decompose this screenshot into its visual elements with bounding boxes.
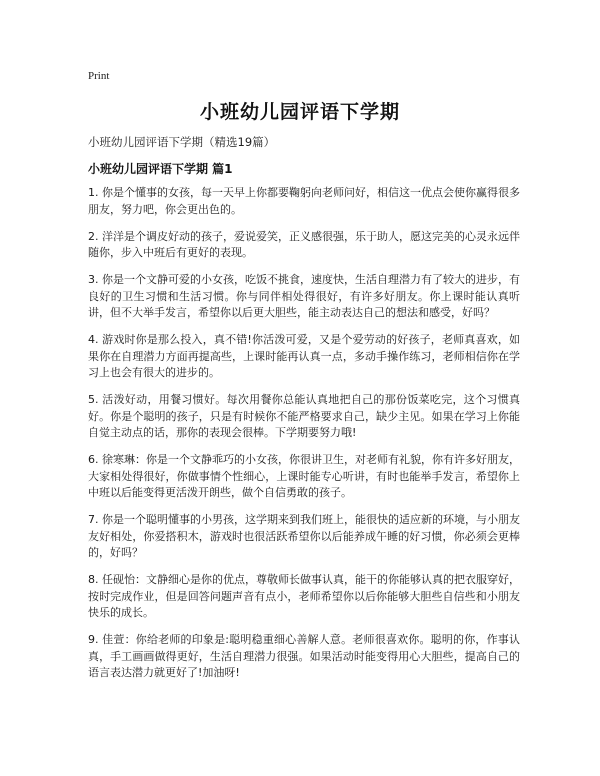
comment-item-8: 8. 任砚怡：文静细心是你的优点，尊敬师长做事认真，能干的你能够认真的把衣服穿好，按时完成作业，但是回答问题声音有点小，老师希望你以后你能够大胆些自信些和小朋友快乐的成长。 bbox=[88, 573, 520, 619]
comment-item-6: 6. 徐寒琳：你是一个文静乖巧的小女孩，你很讲卫生，对老师有礼貌，你有许多好朋友，大家相处得很好，你做事情个性细心，上课时能专心听讲，有时也能举手发言，希望你上中班以后能变得更活泼开朗些，做个自信勇敢的孩子。 bbox=[88, 453, 520, 499]
print-label[interactable]: Print bbox=[88, 70, 110, 82]
comment-item-9: 9. 佳萱：你给老师的印象是:聪明稳重细心善解人意。老师很喜欢你。聪明的你，作事认真，手工画画做得更好，生活自理潜力很强。如果活动时能变得用心大胆些，提高自己的语言表达潜力就更好了!加油呀! bbox=[88, 633, 520, 679]
comment-item-7: 7. 你是一个聪明懂事的小男孩，这学期来到我们班上，能很快的适应新的环境，与小朋友友好相处，你爱搭积木，游戏时也很活跃希望你以后能养成午睡的好习惯，你必须会更棒的，好吗？ bbox=[88, 513, 520, 559]
comment-list bbox=[88, 185, 520, 692]
comment-item-2: 2. 洋洋是个调皮好动的孩子，爱说爱笑，正义感很强，乐于助人，愿这完美的心灵永远伴随你，步入中班后有更好的表现。 bbox=[88, 229, 520, 259]
comment-item-3: 3. 你是一个文静可爱的小女孩，吃饭不挑食，速度快，生活自理潜力有了较大的进步，有良好的卫生习惯和生活习惯。你与同伴相处得很好，有许多好朋友。你上课时能认真听讲，但不大举手发言，希望你以后更大胆些，能主动表达自己的想法和感受，好吗？ bbox=[88, 273, 520, 319]
comment-item-5: 5. 活泼好动，用餐习惯好。每次用餐你总能认真地把自己的那份饭菜吃完，这个习惯真好。你是个聪明的孩子，只是有时候你不能严格要求自己，缺少主见。如果在学习上你能自觉主动点的话，那你的表现会很棒。下学期要努力哦! bbox=[88, 393, 520, 439]
comment-item-1: 1. 你是个懂事的女孩，每一天早上你都要鞠躬向老师问好，相信这一优点会使你赢得很多朋友，努力吧，你会更出色的。 bbox=[88, 186, 520, 216]
comment-item-4: 4. 游戏时你是那么投入，真不错!你活泼可爱，又是个爱劳动的好孩子，老师真喜欢，如果你在自理潜力方面再提高些，上课时能再认真一点，多动手操作练习，老师相信你在学习上也会有很大的进步的。 bbox=[88, 333, 520, 379]
section-heading: 小班幼儿园评语下学期 篇1 bbox=[88, 162, 233, 176]
document-subtitle: 小班幼儿园评语下学期（精选19篇） bbox=[88, 135, 276, 149]
document-title: 小班幼儿园评语下学期 bbox=[199, 101, 400, 123]
